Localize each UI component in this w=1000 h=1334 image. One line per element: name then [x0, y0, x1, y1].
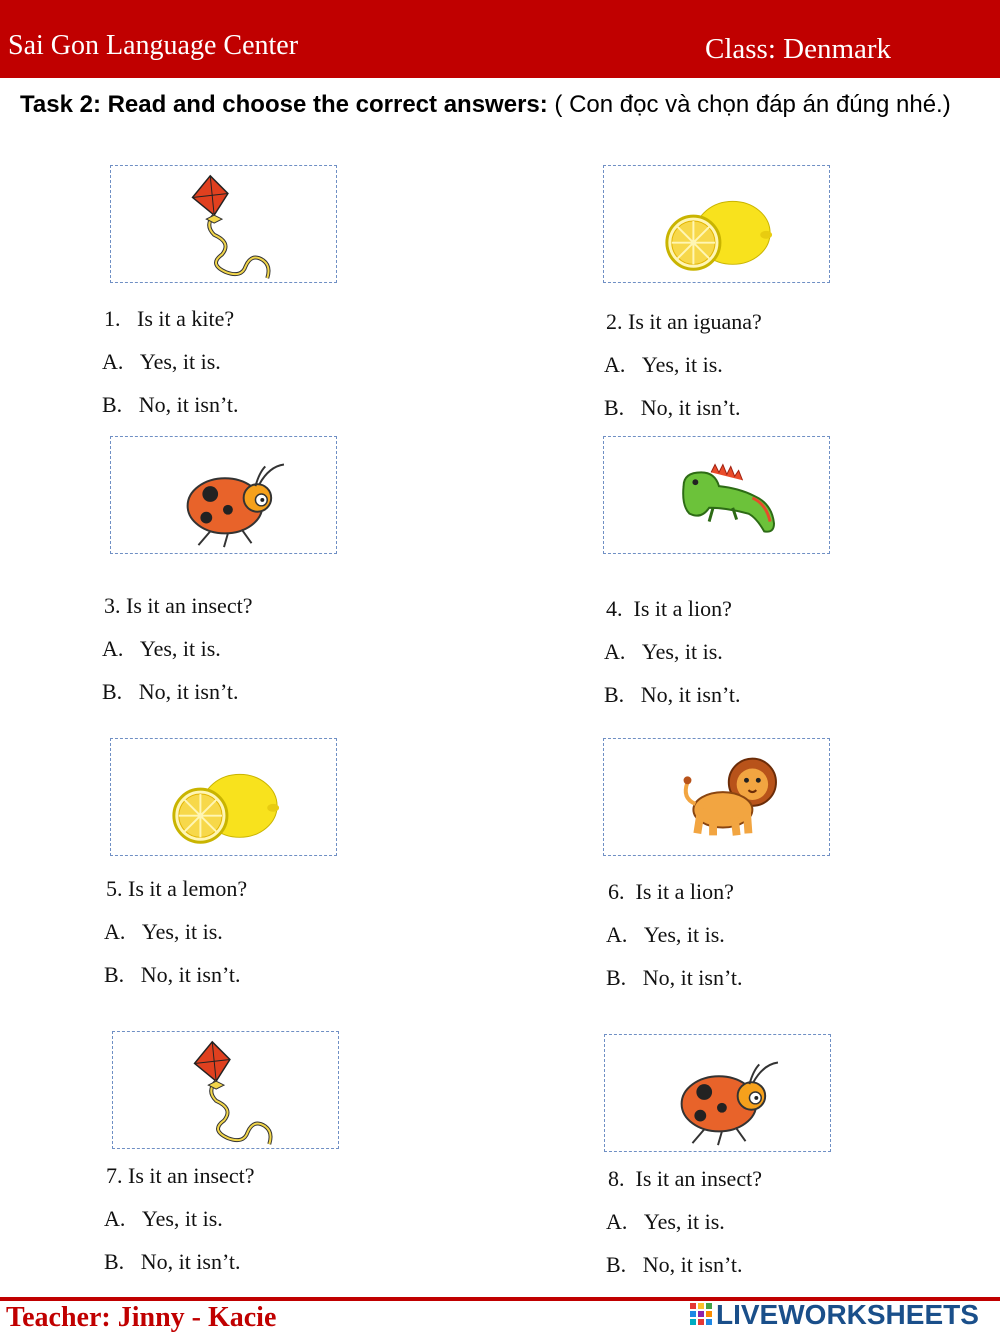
task-heading: Task 2: Read and choose the correct answers:: [20, 91, 548, 118]
option-label: A.: [104, 919, 126, 944]
picture-box-4: [603, 436, 830, 554]
question-7-text: [106, 1163, 254, 1189]
option-text: No, it isn’t.: [642, 965, 743, 990]
question-prompt: Is it an insect?: [635, 1166, 762, 1191]
option-label: B.: [604, 682, 625, 707]
question-prompt: Is it an iguana?: [628, 309, 762, 334]
option-label: B.: [104, 1249, 125, 1274]
option-label: A.: [606, 922, 628, 947]
question-3-option-b[interactable]: [102, 679, 239, 705]
question-number: 5.: [106, 876, 123, 901]
option-label: A.: [102, 636, 124, 661]
option-text: No, it isn’t.: [138, 392, 239, 417]
question-number: 7.: [106, 1163, 123, 1188]
option-text: No, it isn’t.: [640, 395, 741, 420]
question-number: 1.: [104, 306, 121, 331]
class-label: Class: Denmark: [705, 33, 892, 65]
question-1-option-a[interactable]: [102, 349, 221, 375]
option-label: A.: [606, 1209, 628, 1234]
question-7-option-b[interactable]: [104, 1249, 241, 1275]
picture-box-5: [110, 738, 337, 856]
picture-box-2: [603, 165, 830, 283]
question-number: 4.: [606, 596, 623, 621]
teacher-name: Teacher: Jinny - Kacie: [6, 1302, 277, 1333]
lemon-icon: [604, 166, 829, 282]
option-text: No, it isn’t.: [642, 1252, 743, 1277]
question-5-option-a[interactable]: [104, 919, 223, 945]
question-7-option-a[interactable]: [104, 1206, 223, 1232]
picture-box-1: [110, 165, 337, 283]
option-label: A.: [104, 1206, 126, 1231]
lion-icon: [604, 739, 829, 855]
question-2-option-a[interactable]: [604, 352, 723, 378]
question-number: 3.: [104, 593, 121, 618]
question-prompt: Is it an insect?: [126, 593, 253, 618]
center-name: Sai Gon Language Center: [8, 30, 299, 61]
option-text: No, it isn’t.: [140, 962, 241, 987]
question-prompt: Is it a kite?: [137, 306, 235, 331]
option-text: No, it isn’t.: [140, 1249, 241, 1274]
question-5-option-b[interactable]: [104, 962, 241, 988]
task-instruction: [20, 88, 980, 122]
option-text: Yes, it is.: [643, 1209, 725, 1234]
question-1-option-b[interactable]: [102, 392, 239, 418]
picture-box-7: [112, 1031, 339, 1149]
question-6-text: [608, 879, 734, 905]
option-label: B.: [606, 965, 627, 990]
option-label: B.: [102, 679, 123, 704]
option-label: B.: [604, 395, 625, 420]
option-label: B.: [606, 1252, 627, 1277]
question-number: 6.: [608, 879, 625, 904]
question-1-text: [104, 306, 234, 332]
option-text: Yes, it is.: [641, 639, 723, 664]
option-text: Yes, it is.: [141, 1206, 223, 1231]
question-prompt: Is it a lemon?: [128, 876, 248, 901]
question-8-option-b[interactable]: [606, 1252, 743, 1278]
option-text: Yes, it is.: [139, 636, 221, 661]
picture-box-6: [603, 738, 830, 856]
question-3-text: [104, 593, 252, 619]
iguana-icon: [604, 437, 829, 553]
liveworksheets-logo[interactable]: [690, 1297, 995, 1333]
question-4-text: [606, 596, 732, 622]
task-note: ( Con đọc và chọn đáp án đúng nhé.): [547, 91, 951, 118]
header-bar: [0, 0, 1000, 78]
question-2-text: [606, 309, 762, 335]
question-number: 2.: [606, 309, 623, 334]
kite-icon: [113, 1032, 338, 1148]
option-label: A.: [604, 639, 626, 664]
question-prompt: Is it a lion?: [633, 596, 732, 621]
option-label: B.: [104, 962, 125, 987]
option-text: No, it isn’t.: [640, 682, 741, 707]
question-prompt: Is it an insect?: [128, 1163, 255, 1188]
question-4-option-b[interactable]: [604, 682, 741, 708]
question-prompt: Is it a lion?: [635, 879, 734, 904]
question-4-option-a[interactable]: [604, 639, 723, 665]
ladybug-icon: [605, 1035, 830, 1151]
question-8-option-a[interactable]: [606, 1209, 725, 1235]
question-8-text: [608, 1166, 762, 1192]
question-6-option-a[interactable]: [606, 922, 725, 948]
question-6-option-b[interactable]: [606, 965, 743, 991]
lemon-icon: [111, 739, 336, 855]
ladybug-icon: [111, 437, 336, 553]
option-text: Yes, it is.: [141, 919, 223, 944]
question-5-text: [106, 876, 247, 902]
picture-box-3: [110, 436, 337, 554]
option-text: No, it isn’t.: [138, 679, 239, 704]
question-number: 8.: [608, 1166, 625, 1191]
picture-box-8: [604, 1034, 831, 1152]
option-label: A.: [604, 352, 626, 377]
option-text: Yes, it is.: [643, 922, 725, 947]
option-text: Yes, it is.: [641, 352, 723, 377]
option-label: A.: [102, 349, 124, 374]
brand-text: LIVEWORKSHEETS: [716, 1299, 979, 1330]
liveworksheets-logo-icon: [690, 1303, 712, 1327]
question-3-option-a[interactable]: [102, 636, 221, 662]
kite-icon: [111, 166, 336, 282]
option-text: Yes, it is.: [139, 349, 221, 374]
question-2-option-b[interactable]: [604, 395, 741, 421]
option-label: B.: [102, 392, 123, 417]
